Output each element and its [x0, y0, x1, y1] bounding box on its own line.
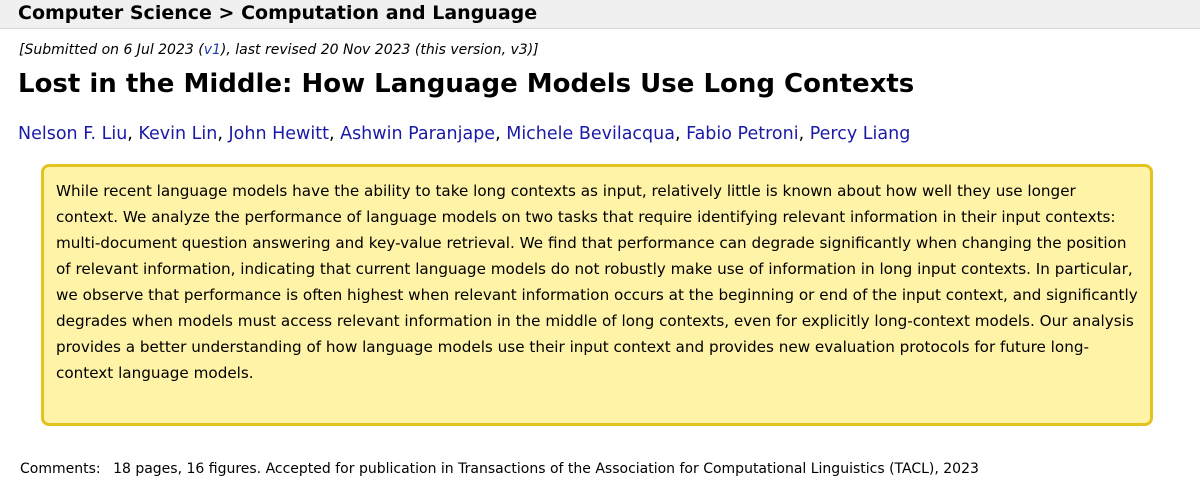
- comments-row: [20, 459, 979, 479]
- breadcrumb-current[interactable]: Computation and Language: [241, 2, 538, 24]
- breadcrumb: [18, 1, 537, 25]
- author-link[interactable]: Ashwin Paranjape: [340, 124, 496, 144]
- author-link[interactable]: Percy Liang: [809, 124, 911, 144]
- author-link[interactable]: Nelson F. Liu: [18, 124, 128, 144]
- abstract-text: While recent language models have the ability to take long contexts as input, relatively little is known about how well they use longer context. We analyze the performance of language models on two tasks that require identifying relevant information in their input contexts: multi-document question answering and key-value retrieval. We find that performance can degrade significantly when changing the position of relevant information, indicating that current language models do not robustly make use of information in long input contexts. In particular, we observe that performance is often highest when relevant information occurs at the beginning or end of the input context, and significantly degrades when models must access relevant information in the middle of long contexts, even for explicitly long-context models. Our analysis provides a better understanding of how language models use their input context and provides new evaluation protocols for future long-context language models.: [56, 182, 1138, 382]
- comments-label: Comments:: [20, 461, 101, 477]
- abstract-box: [41, 164, 1153, 426]
- author-link[interactable]: Michele Bevilacqua: [506, 124, 675, 144]
- submission-history: [19, 40, 539, 60]
- submission-prefix: [Submitted on 6 Jul 2023 (: [19, 42, 204, 58]
- author-list: Nelson F. Liu, Kevin Lin, John Hewitt, Ashwin Paranjape, Michele Bevilacqua, Fabio Petroni, Percy Liang: [18, 124, 911, 144]
- breadcrumb-parent[interactable]: Computer Science: [18, 2, 212, 24]
- author-link[interactable]: Fabio Petroni: [686, 124, 799, 144]
- breadcrumb-separator: >: [218, 2, 235, 24]
- comments-text: 18 pages, 16 figures. Accepted for publication in Transactions of the Association for Computational Linguistics (TACL), 2023: [113, 461, 979, 477]
- submission-suffix: ), last revised 20 Nov 2023 (this version, v3)]: [220, 42, 539, 58]
- paper-title: Lost in the Middle: How Language Models Use Long Contexts: [18, 69, 915, 99]
- header-bar: [0, 0, 1200, 29]
- version-v1-link[interactable]: v1: [203, 42, 221, 58]
- author-link[interactable]: Kevin Lin: [138, 124, 218, 144]
- author-link[interactable]: John Hewitt: [228, 124, 329, 144]
